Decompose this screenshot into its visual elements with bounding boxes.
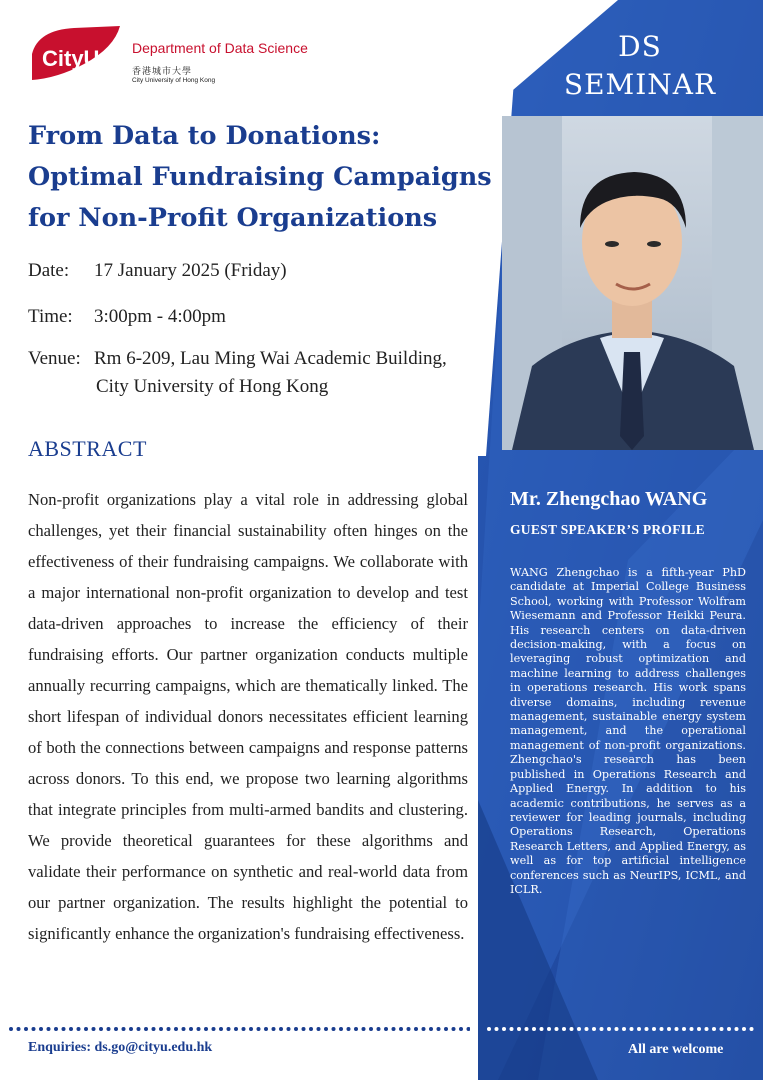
seminar-badge-line2: SEMINAR bbox=[563, 68, 717, 101]
abstract-heading: ABSTRACT bbox=[28, 436, 147, 461]
venue-label: Venue: bbox=[28, 348, 81, 369]
speaker-profile-heading: GUEST SPEAKER’S PROFILE bbox=[510, 522, 705, 537]
abstract-text: Non-profit organizations play a vital role in addressing global challenges, yet their financial sustainability often hinges on the effectiveness of their fundraising campaigns. We collaborate with a major international non-profit organization to develop and test data-driven approaches to increase the efficiency of their fundraising efforts. Our partner organization conducts multiple annually recurring campaigns, which are thematically linked. The short lifespan of individual donors necessitates efficient learning of both the connections between campaigns and response patterns across donors. To this end, we propose two learning algorithms that integrate principles from multi-armed bandits and clustering. We provide theoretical guarantees for these algorithms and validate their performance on synthetic and real-world data from our partner organization. The results highlight the potential to significantly enhance the organization's fundraising effectiveness. bbox=[28, 490, 468, 943]
seminar-title bbox=[28, 116, 508, 239]
title-line: From Data to Donations: bbox=[28, 121, 381, 151]
speaker-name: Mr. Zhengchao WANG bbox=[510, 488, 708, 510]
cityu-logo bbox=[28, 24, 328, 94]
seminar-badge bbox=[520, 28, 760, 104]
cityu-wordmark: CityU bbox=[42, 46, 100, 71]
date-label: Date: bbox=[28, 260, 70, 281]
dotted-divider-left bbox=[8, 1026, 470, 1032]
speaker-photo bbox=[502, 116, 763, 450]
university-name-en: City University of Hong Kong bbox=[132, 77, 216, 84]
seminar-badge-line1: DS bbox=[618, 30, 662, 63]
university-name-cn: 香港城市大學 bbox=[132, 67, 193, 77]
cityu-logo-mark bbox=[28, 24, 124, 84]
title-line: Optimal Fundraising Campaigns bbox=[28, 162, 492, 192]
dotted-divider-right bbox=[486, 1026, 754, 1032]
venue-line-1: Rm 6-209, Lau Ming Wai Academic Building, bbox=[94, 348, 447, 369]
date-value: 17 January 2025 (Friday) bbox=[94, 260, 287, 281]
time-label: Time: bbox=[28, 306, 73, 327]
time-value: 3:00pm - 4:00pm bbox=[94, 306, 226, 327]
department-name: Department of Data Science bbox=[132, 40, 308, 56]
venue-line-2: City University of Hong Kong bbox=[96, 376, 329, 397]
all-welcome-note: All are welcome bbox=[628, 1042, 724, 1057]
speaker-bio: WANG Zhengchao is a fifth-year PhD candidate at Imperial College Business School, working with Professor Wolfram Wiesemann and Professor Heikki Peura. His research centers on data-driven decision-making, with a focus on leveraging robust optimization and machine learning to address challenges in operations research. His work spans diverse domains, including revenue management, sustainable energy system management, and the operational management of non-profit organizations. Zhengchao's research has been published in Operations Research and Applied Energy. In addition to his academic contributions, he serves as a reviewer for leading journals, including Operations Research, Operations Research Letters, and Applied Energy, as well as for top artificial intelligence conferences such as NeurIPS, ICML, and ICLR. bbox=[510, 566, 746, 896]
enquiries-contact: Enquiries: ds.go@cityu.edu.hk bbox=[28, 1040, 213, 1055]
title-line: for Non-Profit Organizations bbox=[28, 203, 438, 233]
